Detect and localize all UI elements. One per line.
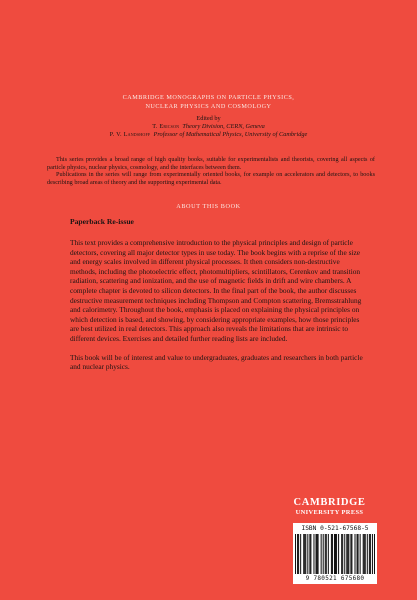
barcode-image xyxy=(295,534,375,575)
barcode-box xyxy=(293,523,377,584)
book-blurb xyxy=(70,238,366,381)
editor-2-name: P. V. Landshoff xyxy=(109,131,151,139)
series-title xyxy=(40,94,377,111)
reissue-label: Paperback Re-issue xyxy=(70,217,134,226)
isbn-text: ISBN 0-521-67568-5 xyxy=(301,525,369,532)
editor-1-name: T. Ericson xyxy=(152,123,180,131)
series-description-para2: Publications in the series will range from experimentally oriented books, for example on accelerators and detectors, to books describing broad areas of theory and the supporting experimental data. xyxy=(47,171,375,186)
barcode-digits: 9 780521 675680 xyxy=(305,575,365,582)
editor-2-affiliation: Professor of Mathematical Physics, University of Cambridge xyxy=(153,131,308,139)
series-title-line1: CAMBRIDGE MONOGRAPHS ON PARTICLE PHYSICS, xyxy=(122,94,295,101)
about-heading: ABOUT THIS BOOK xyxy=(176,203,241,210)
blurb-para2: This book will be of interest and value to undergraduates, graduates and researchers in both particle and nuclear physics. xyxy=(70,352,363,372)
editor-2 xyxy=(40,131,377,139)
publisher-line2: UNIVERSITY PRESS xyxy=(295,509,364,516)
editors-block xyxy=(40,115,377,140)
editor-1 xyxy=(40,123,377,131)
blurb-para1: This text provides a comprehensive introduction to the physical principles and design of particle detectors, covering all major detector types in use today. The book begins with a reprise of the size and energy scales involved in different physical processes. It then considers non-destructive methods, including the photoelectric effect, photomultipliers, scintillators, Cerenkov and transition radiation, scattering and ionization, and the use of magnetic fields in drift and wire chambers. A complete chapter is devoted to silicon detectors. In the final part of the book, the author discusses destructive measurement techniques including Thompson and Compton scattering, Bremsstrahlung and calorimetry. Throughout the book, emphasis is placed on explaining the physical principles on which detection is based, and showing, by considering appropriate examples, how those principles are best utilized in real detectors. This approach also reveals the limitations that are intrinsic to different devices. Exercises and detailed further reading lists are included. xyxy=(70,238,362,343)
edited-by-label: Edited by xyxy=(196,115,221,122)
publisher-line1: CAMBRIDGE xyxy=(293,497,366,508)
series-description xyxy=(47,156,375,186)
series-description-para1: This series provides a broad range of high quality books, suitable for experimentalists and theorists, covering all aspects of particle physics, nuclear physics, cosmology, and the interfaces between them. xyxy=(47,156,375,171)
editor-1-affiliation: Theory Division, CERN, Geneva xyxy=(182,123,265,131)
publisher-logo xyxy=(282,497,377,517)
series-title-line2: NUCLEAR PHYSICS AND COSMOLOGY xyxy=(145,102,272,110)
